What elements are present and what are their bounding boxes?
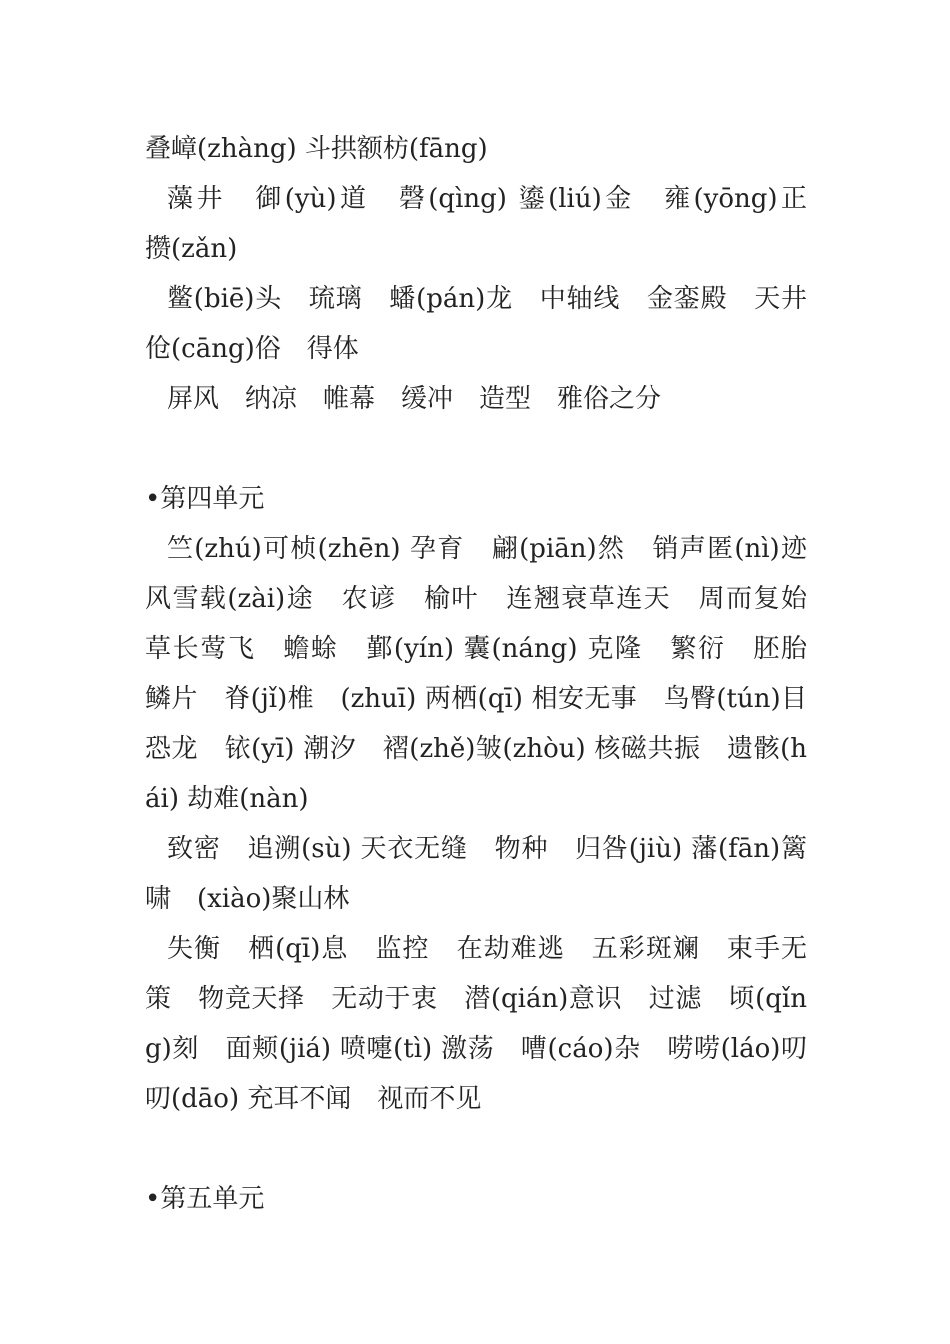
- vocab-paragraph-unit4-3: 失衡 栖(qī)息 监控 在劫难逃 五彩斑斓 束手无策 物竞天择 无动于衷 潜(qián)意识 过滤 顷(qǐng)刻 面颊(jiá) 喷嚏(tì) 激荡 嘈(cáo)杂 唠唠(láo)叨叨(dāo) 充耳不闻 视而不见: [145, 934, 807, 1114]
- unit-five-heading: •第五单元: [145, 1184, 265, 1214]
- document-body: [145, 124, 834, 1224]
- vocab-paragraph-unit4-1: 竺(zhú)可桢(zhēn) 孕育 翩(piān)然 销声匿(nì)迹 风雪载(zài)途 农谚 榆叶 连翘衰草连天 周而复始 草长莺飞 蟾蜍 鄞(yín) 囊(náng) 克隆 繁衍 胚胎 鳞片 脊(jǐ)椎 (zhuī) 两栖(qī) 相安无事 鸟臀(tún)目 恐龙 铱(yī) 潮汐 褶(zhě)皱(zhòu) 核磁共振 遗骸(hái) 劫难(nàn): [145, 534, 834, 814]
- unit-four-heading: •第四单元: [145, 484, 265, 514]
- vocab-paragraph-unit4-2: 致密 追溯(sù) 天衣无缝 物种 归咎(jiù) 藩(fān)篱 啸 (xiào)聚山林: [145, 834, 834, 914]
- vocab-paragraph-architecture-3: 屏风 纳凉 帷幕 缓冲 造型 雅俗之分: [167, 384, 662, 414]
- vocab-paragraph-architecture-1: 藻井 御(yù)道 磬(qìng) 鎏(liú)金 雍(yōng)正 攒(zǎn): [145, 184, 834, 264]
- vocab-paragraph-architecture-2: 鳖(biē)头 琉璃 蟠(pán)龙 中轴线 金銮殿 天井 伧(cāng)俗 得体: [145, 284, 834, 364]
- vocab-line-1: 叠嶂(zhàng) 斗拱额枋(fāng): [145, 134, 488, 164]
- blank-line: [145, 1124, 807, 1174]
- blank-line: [145, 424, 807, 474]
